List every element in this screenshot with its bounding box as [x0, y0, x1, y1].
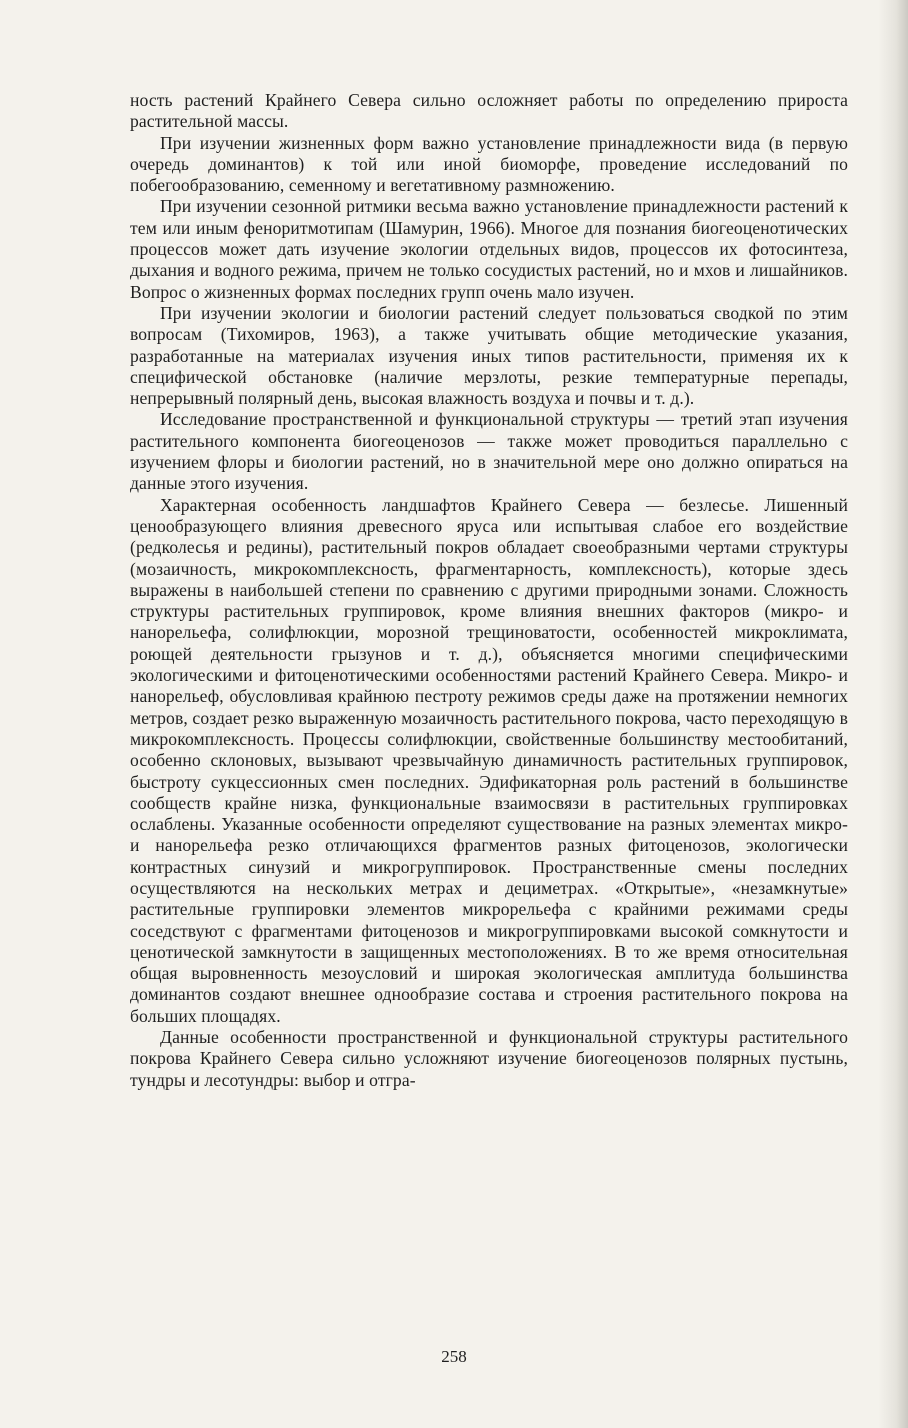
paragraph-4: При изучении экологии и биологии растений следует пользоваться сводкой по этим вопросам (Тихомиров, 1963), а также учитывать общие методические указания, разработанные на материалах изучения иных типов растительности, применяя их к специфической обстановке (наличие мерзлоты, резкие температурные перепады, непрерывный полярный день, высокая влажность воздуха и почвы и т. д.).: [130, 302, 848, 409]
paragraph-6: Характерная особенность ландшафтов Крайнего Севера — безлесье. Лишенный ценообразующего влияния древесного яруса или испытывая слабое его воздействие (редколесья и редины), растительный покров обладает своеобразными чертами структуры (мозаичность, микрокомплексность, фрагментарность, комплексность), которые здесь выражены в наибольшей степени по сравнению с другими природными зонами. Сложность структуры растительных группировок, кроме влияния внешних факторов (микро- и нанорельефа, солифлюкции, морозной трещиноватости, особенностей микроклимата, роющей деятельности грызунов и т. д.), объясняется многими специфическими экологическими и фитоценотическими особенностями растений Крайнего Севера. Микро- и нанорельеф, обусловливая крайнюю пестроту режимов среды даже на протяжении немногих метров, создает резко выраженную мозаичность растительного покрова, часто переходящую в микрокомплексность. Процессы солифлюкции, свойственные большинству местообитаний, особенно склоновых, вызывают чрезвычайную динамичность растительных группировок, быстроту сукцессионных смен последних. Эдификаторная роль растений в большинстве сообществ крайне низка, функциональные взаимосвязи в растительных группировках ослаблены. Указанные особенности определяют существование на разных элементах микро- и нанорельефа резко отличающихся фрагментов разных фитоценозов, экологически контрастных синузий и микрогруппировок. Пространственные смены последних осуществляются на нескольких метрах и дециметрах. «Открытые», «незамкнутые» растительные группировки элементов микрорельефа с крайними режимами среды соседствуют с фрагментами фитоценозов и микрогруппировками высокой сомкнутости и ценотической замкнутости в защищенных местоположениях. В то же время относительная общая выровненность мезоусловий и широкая экологическая амплитуда большинства доминантов создают внешнее однообразие состава и строения растительного покрова на больших площадях.: [130, 494, 848, 1026]
page-number: 258: [441, 1347, 467, 1366]
paragraph-3: При изучении сезонной ритмики весьма важно установление принадлежности растений к тем или иным феноритмотипам (Шамурин, 1966). Многое для познания биогеоценотических процессов может дать изучение экологии отдельных видов, процессов их фотосинтеза, дыхания и водного режима, причем не только сосудистых растений, но и мхов и лишайников. Вопрос о жизненных формах последних групп очень мало изучен.: [130, 196, 848, 302]
paragraph-7: Данные особенности пространственной и функциональной структуры растительного покрова Крайнего Севера сильно усложняют изучение биогеоценозов полярных пустынь, тундры и лесотундры: выбор и отгра-: [130, 1027, 848, 1090]
paragraph-2: При изучении жизненных форм важно установление принадлежности вида (в первую очередь доминантов) к той или иной биоморфе, проведение исследований по побегообразованию, семенному и вегетативному размножению.: [130, 132, 848, 196]
paragraph-5: Исследование пространственной и функциональной структуры — третий этап изучения растительного компонента биогеоценозов — также может проводиться параллельно с изучением флоры и биологии растений, но в значительной мере оно должно опираться на данные этого изучения.: [130, 409, 848, 494]
paragraph-1: ность растений Крайнего Севера сильно осложняет работы по определению прироста растительной массы.: [130, 90, 848, 132]
page-edge-shadow: [878, 0, 908, 1428]
page-body: [130, 90, 848, 1091]
